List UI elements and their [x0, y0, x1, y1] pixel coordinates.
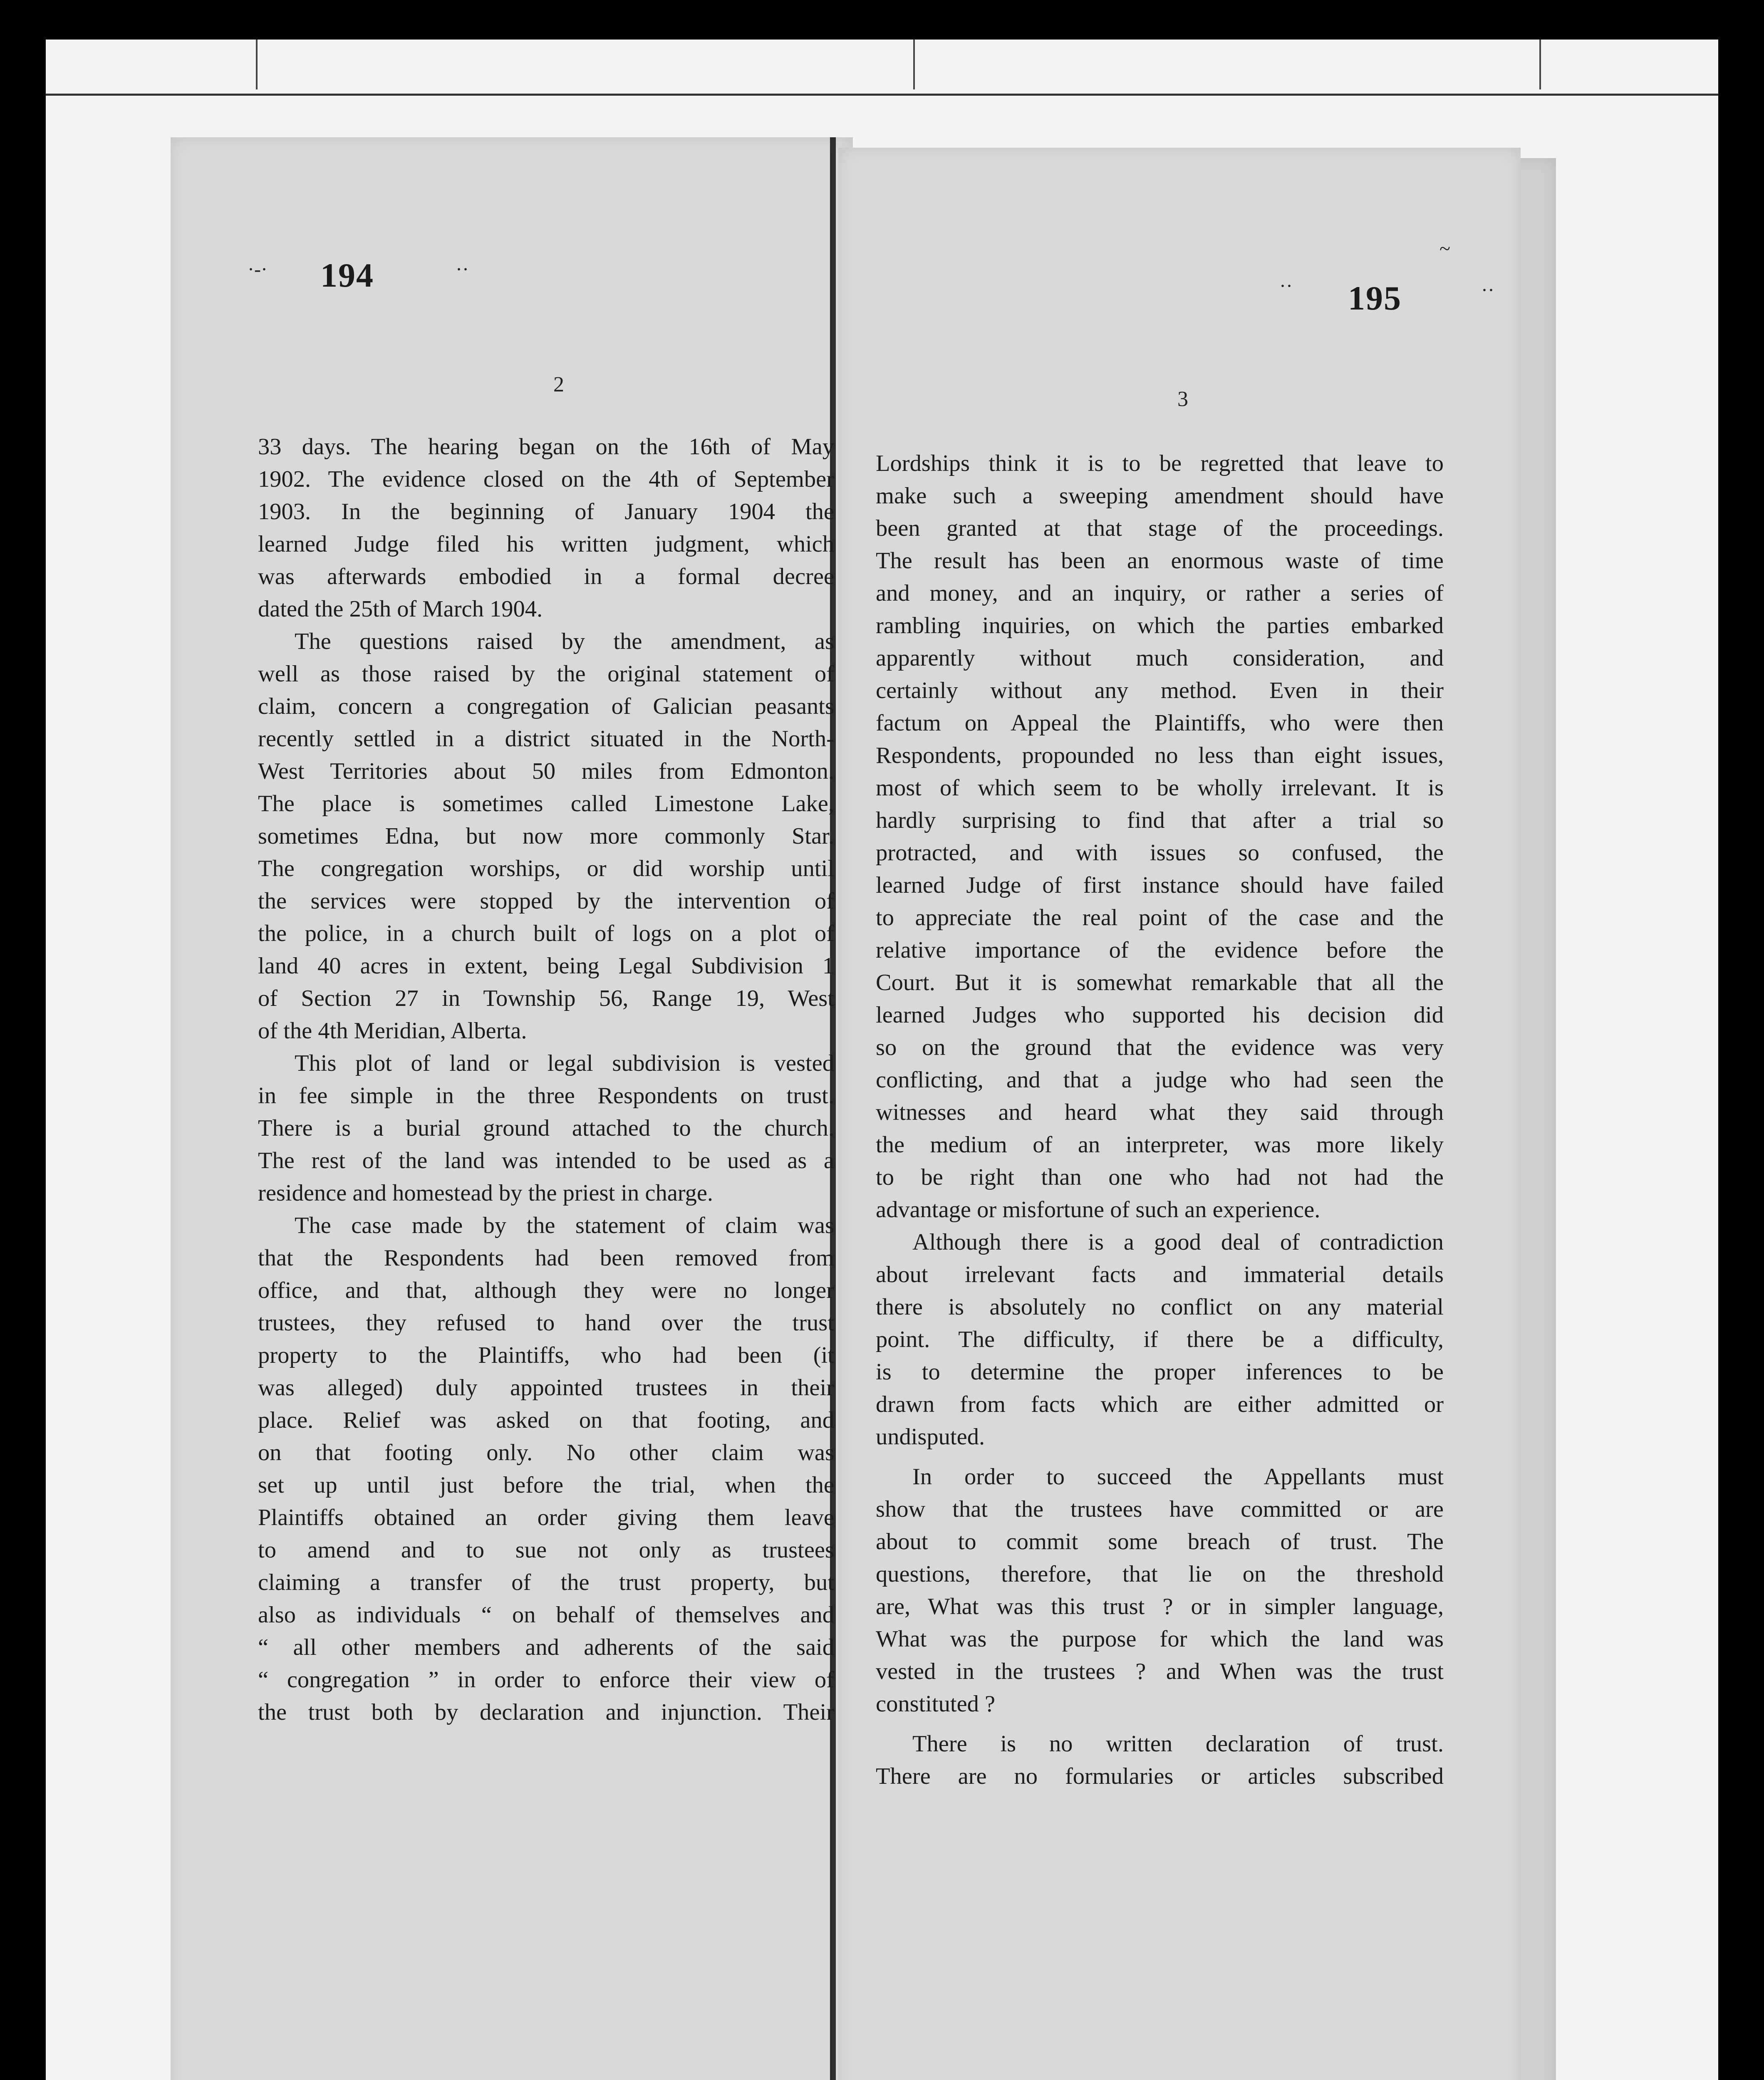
text-line: make such a sweeping amendment should have [876, 483, 1444, 509]
text-line: The rest of the land was intended to be used as a [258, 1148, 834, 1174]
text-line: The place is sometimes called Limestone Lake, [258, 791, 834, 817]
top-rule [46, 94, 1718, 96]
text-line: and money, and an inquiry, or rather a series of [876, 580, 1444, 606]
text-line: dated the 25th of March 1904. [258, 596, 543, 622]
text-line: advantage or misfortune of such an experience. [876, 1197, 1321, 1223]
text-line: The result has been an enormous waste of time [876, 548, 1444, 574]
left-page-number: 2 [553, 373, 564, 396]
text-line: apparently without much consideration, and [876, 645, 1444, 671]
text-line: the medium of an interpreter, was more likely [876, 1132, 1444, 1158]
text-line: This plot of land or legal subdivision is vested [295, 1050, 834, 1076]
scan-mark: ·-· [248, 258, 268, 280]
text-line: learned Judge of first instance should have failed [876, 872, 1444, 898]
text-line: vested in the trustees ? and When was the trust [876, 1659, 1444, 1684]
text-line: most of which seem to be wholly irrelevant. It is [876, 775, 1444, 801]
text-line: witnesses and heard what they said through [876, 1099, 1444, 1125]
text-line: well as those raised by the original statement of [258, 661, 834, 687]
text-line: 1903. In the beginning of January 1904 the [258, 499, 834, 525]
text-line: factum on Appeal the Plaintiffs, who were then [876, 710, 1444, 736]
text-line: There is no written declaration of trust. [912, 1731, 1444, 1757]
text-line: Plaintiffs obtained an order giving them leave [258, 1505, 834, 1530]
text-line: Although there is a good deal of contradiction [912, 1229, 1444, 1255]
text-line: to appreciate the real point of the case and the [876, 905, 1444, 931]
right-page-number: 3 [1177, 387, 1188, 411]
text-line: drawn from facts which are either admitted or [876, 1392, 1444, 1417]
text-line: been granted at that stage of the proceedings. [876, 515, 1444, 541]
text-line: was alleged) duly appointed trustees in their [258, 1375, 834, 1401]
text-line: recently settled in a district situated in the North- [258, 726, 834, 752]
text-line: also as individuals “ on behalf of themselves and [258, 1602, 834, 1628]
text-line: set up until just before the trial, when the [258, 1472, 834, 1498]
text-line: of the 4th Meridian, Alberta. [258, 1018, 527, 1044]
right-page-text [876, 447, 1444, 1793]
text-line: show that the trustees have committed or are [876, 1496, 1444, 1522]
text-line: 33 days. The hearing began on the 16th of May [258, 434, 834, 460]
text-line: about to commit some breach of trust. The [876, 1529, 1444, 1555]
text-line: certainly without any method. Even in their [876, 678, 1444, 703]
text-line: conflicting, and that a judge who had seen the [876, 1067, 1444, 1093]
text-line: claim, concern a congregation of Galician peasants [258, 693, 834, 719]
text-line: so on the ground that the evidence was very [876, 1035, 1444, 1060]
text-line: 1902. The evidence closed on the 4th of September [258, 466, 834, 492]
text-line: land 40 acres in extent, being Legal Subdivision 1 [258, 953, 834, 979]
left-folio-number: 194 [320, 256, 374, 294]
text-line: There are no formularies or articles subscribed [876, 1763, 1444, 1789]
text-line: rambling inquiries, on which the parties embarked [876, 613, 1444, 639]
scan-mark: ·· [456, 258, 469, 280]
text-line: the services were stopped by the intervention of [258, 888, 834, 914]
text-line: on that footing only. No other claim was [258, 1440, 834, 1466]
text-line: relative importance of the evidence before the [876, 937, 1444, 963]
text-line: was afterwards embodied in a formal decree [258, 564, 834, 589]
text-line: Lordships think it is to be regretted that leave to [876, 451, 1444, 476]
text-line: Respondents, propounded no less than eight issues, [876, 743, 1444, 768]
text-line: “ all other members and adherents of the said [258, 1634, 834, 1660]
text-line: the trust both by declaration and injunction. Their [258, 1699, 834, 1725]
text-line: is to determine the proper inferences to be [876, 1359, 1444, 1385]
text-line: are, What was this trust ? or in simpler language, [876, 1594, 1444, 1619]
text-line: West Territories about 50 miles from Edmonton. [258, 758, 834, 784]
frame-tick [913, 40, 915, 89]
text-line: There is a burial ground attached to the church. [258, 1115, 834, 1141]
frame-tick [1539, 40, 1541, 89]
text-line: in fee simple in the three Respondents on trust. [258, 1083, 834, 1109]
text-line: constituted ? [876, 1691, 996, 1717]
text-line: In order to succeed the Appellants must [912, 1464, 1444, 1490]
text-line: protracted, and with issues so confused, the [876, 840, 1444, 866]
text-line: The case made by the statement of claim was [295, 1213, 834, 1238]
scan-mark: ·· [1279, 275, 1293, 297]
text-line: property to the Plaintiffs, who had been (it [258, 1342, 834, 1368]
text-line: that the Respondents had been removed from [258, 1245, 834, 1271]
text-line: “ congregation ” in order to enforce their view of [258, 1667, 834, 1693]
text-line: claiming a transfer of the trust property, but [258, 1570, 834, 1595]
text-line: to amend and to sue not only as trustees [258, 1537, 834, 1563]
text-line: sometimes Edna, but now more commonly Star. [258, 823, 834, 849]
text-line: questions, therefore, that lie on the threshold [876, 1561, 1444, 1587]
frame-tick [256, 40, 258, 89]
text-line: The questions raised by the amendment, as [295, 629, 834, 654]
text-line: Court. But it is somewhat remarkable that all the [876, 970, 1444, 995]
text-line: hardly surprising to find that after a trial so [876, 807, 1444, 833]
scan-mark: ·· [1481, 279, 1494, 301]
text-line: place. Relief was asked on that footing, and [258, 1407, 834, 1433]
paragraph-gap [876, 1720, 1444, 1728]
text-line: learned Judges who supported his decision did [876, 1002, 1444, 1028]
text-line: of Section 27 in Township 56, Range 19, West [258, 986, 834, 1011]
text-line: about irrelevant facts and immaterial details [876, 1262, 1444, 1288]
text-line: learned Judge filed his written judgment, which [258, 531, 834, 557]
text-line: the police, in a church built of logs on a plot of [258, 921, 834, 946]
text-line: undisputed. [876, 1424, 985, 1450]
right-folio-number: 195 [1348, 279, 1402, 317]
text-line: point. The difficulty, if there be a difficulty, [876, 1327, 1444, 1352]
text-line: What was the purpose for which the land was [876, 1626, 1444, 1652]
text-line: office, and that, although they were no longer [258, 1278, 834, 1303]
paragraph-gap [876, 1453, 1444, 1461]
scan-mark: ~ [1439, 238, 1450, 260]
text-line: to be right than one who had not had the [876, 1164, 1444, 1190]
text-line: residence and homestead by the priest in charge. [258, 1180, 714, 1206]
left-page-text [258, 431, 834, 1728]
text-line: there is absolutely no conflict on any material [876, 1294, 1444, 1320]
text-line: trustees, they refused to hand over the trust [258, 1310, 834, 1336]
text-line: The congregation worships, or did worship until [258, 856, 834, 882]
